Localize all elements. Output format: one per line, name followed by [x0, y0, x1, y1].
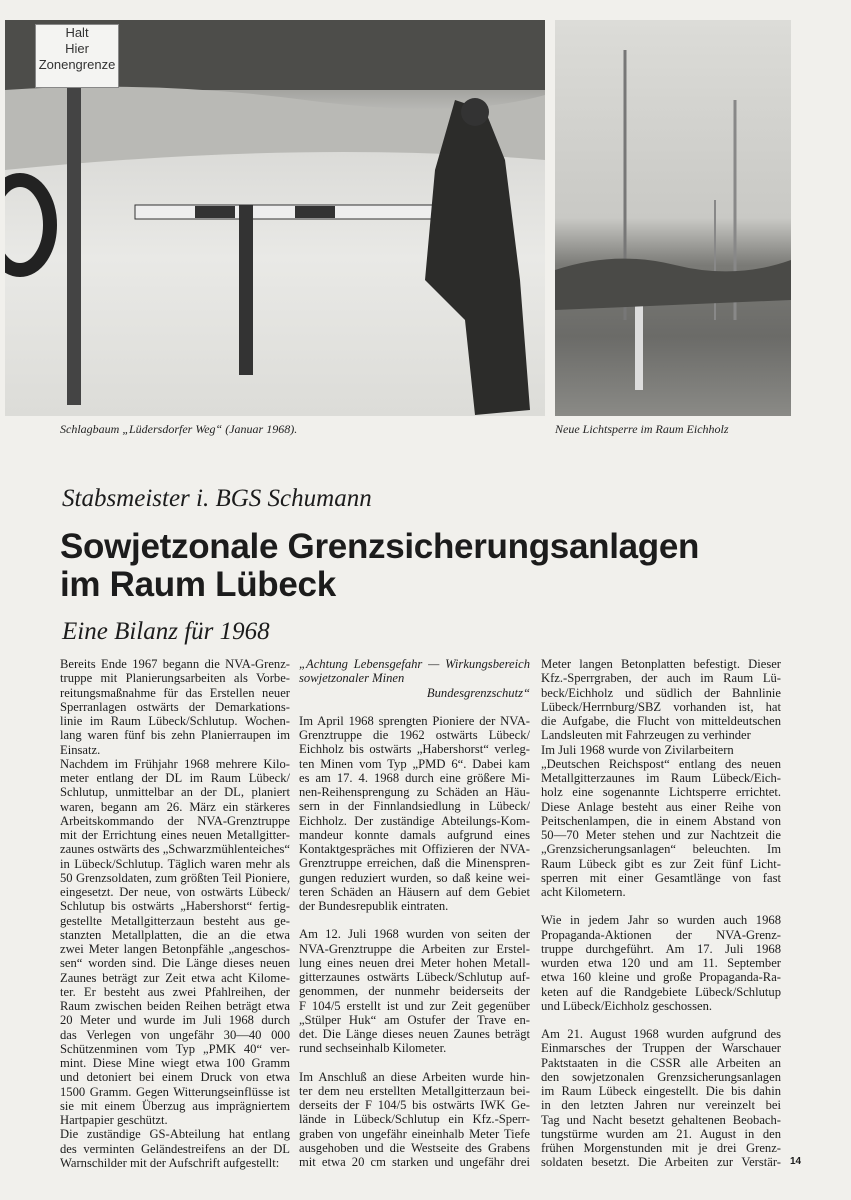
text-column: [541, 657, 781, 1170]
text-line: acht Kilometern.: [541, 885, 626, 899]
text-line: eingesetzt. Der neue, von ostwärts Lübeck/: [60, 885, 290, 899]
text-line: teren Schäden an Häusern auf dem Gebiet: [299, 884, 530, 899]
text-line: „Deutschen Reichspost“ entlang des neuen: [541, 756, 781, 771]
paragraph-gap: [541, 899, 781, 913]
text-line: Arbeitskommando der NVA-Grenztruppe: [60, 813, 290, 828]
sign-line: Hier: [65, 41, 89, 56]
text-line: Grenztruppe erreichen, daß die Minenspren-: [299, 856, 530, 871]
text-line: lang waren fünf bis zehn Planierraupen im: [60, 728, 290, 743]
text-line: sen“ worden sind. Die Länge dieses neuen: [60, 956, 290, 971]
text-line: 50—70 Meter stehen und zur Nachtzeit die: [541, 828, 781, 842]
text-line: sern in der Finnlandsiedlung in Lübeck/: [299, 799, 530, 814]
text-line: zaunes ostwärts des „Schwarzmühlenteiches“: [60, 842, 290, 857]
text-line: mint. Diese Mine wiegt etwa 100 Gramm: [60, 1056, 290, 1070]
text-line: die Aufgabe, die Flucht von mitteldeutschen: [541, 714, 781, 728]
text-line: sowjetzonaler Minen: [299, 671, 405, 686]
text-line: lung eines neuen drei Meter hohen Metall-: [299, 955, 530, 970]
text-line: rund sechseinhalb Kilometer.: [299, 1041, 447, 1056]
text-line: zwei Meter langen Betonpfähle „angeschos-: [60, 942, 290, 956]
text-line: 50 Grenzsoldaten, zum größten Teil Pioniere,: [60, 870, 290, 885]
text-line: ter dem neu erstellten Metallgitterzaun bei-: [299, 1083, 530, 1098]
text-line: Einsatz.: [60, 742, 101, 757]
text-line: in Lübeck/Schlutup. Täglich waren mehr als: [60, 856, 290, 871]
text-line: sperren mit einer Gesamtlänge von fast: [541, 870, 781, 885]
paragraph-gap: [299, 1056, 530, 1070]
text-line: reitungsmaßnahme für das Erstellen neuer: [60, 685, 290, 700]
text-line: truppe mit Planierungsarbeiten als Vorbe-: [60, 671, 290, 686]
text-line: meter entlang der DL im Raum Lübeck/: [60, 771, 290, 785]
text-line: Sperranlagen ostwärts der Demarkations-: [60, 699, 290, 714]
text-line: NVA-Grenztruppe die Arbeiten zur Erstel-: [299, 941, 530, 956]
photo-caption: Schlagbaum „Lüdersdorfer Weg“ (Januar 1968).: [60, 422, 298, 436]
text-line: Schützenminen vom Typ „PMK 40“ ver-: [60, 1041, 290, 1056]
text-line: Kfz.-Sperrgraben, der auch im Raum Lü-: [541, 671, 781, 686]
photo-caption: Neue Lichtsperre im Raum Eichholz: [555, 422, 729, 436]
text-line: der Bundesrepublik eintraten.: [299, 899, 449, 913]
text-line: Raum Lübeck gibt es zur Zeit fünf Licht-: [541, 856, 781, 871]
text-line: Schlutup, unmittelbar an der DL, planiert: [60, 785, 290, 800]
text-line: Nachdem im Frühjahr 1968 mehrere Kilo-: [60, 756, 290, 771]
text-line: ter. Er besteht aus zwei Pfahlreihen, der: [60, 984, 290, 999]
text-line: Kontaktgespräches mit Offizieren der NVA-: [299, 842, 530, 856]
paragraph: [541, 913, 781, 1013]
text-line: 20 Meter und wurde im Juli 1968 durch: [60, 1013, 290, 1028]
text-line: Grenztruppe die 1962 ostwärts Lübeck/: [299, 728, 530, 742]
text-line: „Stülper Huk“ am Ostufer der Trave en-: [299, 1012, 530, 1027]
page-number: 14: [790, 1156, 802, 1167]
zonengrenze-sign: [35, 24, 119, 88]
photo-barrier-luedersdorfer-weg: [5, 20, 545, 416]
text-line: stanzten Metallplatten, die an die etwa: [60, 927, 290, 942]
text-line: ausgehoben und die Westseite des Grabens: [299, 1140, 530, 1155]
text-line: Im Anschluß an diese Arbeiten wurde hin-: [299, 1069, 530, 1084]
text-line: es am 17. 4. 1968 durch eine größere Mi-: [299, 770, 530, 785]
photo-light-barrier-eichholz: [555, 20, 791, 416]
article-subtitle: Eine Bilanz für 1968: [62, 618, 270, 645]
text-line: holz eine sogenannte Lichtsperre errichtet.: [541, 785, 781, 800]
text-line: graben von ungefähr eineinhalb Meter Tiefe: [299, 1126, 530, 1141]
quote-signature: Bundesgrenzschutz“: [426, 685, 530, 700]
text-line: Einmarsches der Truppen der Warschauer: [541, 1041, 781, 1056]
text-line: lände in Lübeck/Schlutup ein Kfz.-Sperr-: [299, 1112, 530, 1127]
text-line: F 104/5 erstellt ist und zur Zeit gegenüber: [299, 998, 530, 1013]
text-line: in den letzten Jahren nur vereinzelt bei: [541, 1098, 781, 1113]
text-line: Propaganda-Aktionen der NVA-Grenz-: [541, 927, 781, 942]
warning-sign-quote: [299, 657, 530, 700]
text-line: sie mit einem Überzug aus imprägniertem: [60, 1098, 290, 1113]
text-line: Diese Anlage besteht aus einer Reihe von: [541, 799, 781, 814]
text-line: tungstürme wurden am 21. August in den: [541, 1126, 781, 1141]
text-line: truppe durchgeführt. Am 17. Juli 1968: [541, 941, 781, 956]
text-line: Raum zwischen beiden Reihen beträgt etwa: [60, 999, 290, 1013]
text-line: derseits der F 104/5 bis ostwärts IWK Ge-: [299, 1098, 530, 1112]
text-line: etwa 160 kleine und große Propaganda-Ra-: [541, 970, 781, 985]
text-line: beck/Eichholz und südlich der Bahnlinie: [541, 685, 781, 700]
text-line: waren, begann am 26. März ein stärkeres: [60, 799, 290, 814]
article-title: [60, 528, 699, 604]
paragraph: [541, 657, 781, 899]
author: Stabsmeister i. BGS Schumann: [62, 485, 372, 512]
text-line: genommen, der nunmehr beiderseits der: [299, 984, 530, 999]
title-line: Sowjetzonale Grenzsicherungsanlagen: [60, 527, 700, 566]
text-line: „Grenzsicherungsanlagen“ beleuchten. Im: [541, 842, 781, 857]
text-line: im Raum Lübeck eingestellt. Die bis dahin: [541, 1084, 781, 1098]
text-line: wurden etwa 120 und am 11. September: [541, 956, 781, 970]
text-line: frühen Morgenstunden mit je drei Grenz-: [541, 1141, 781, 1155]
text-line: und Lübeck/Eichholz geschossen.: [541, 998, 713, 1013]
text-line: linie im Raum Lübeck/Schlutup. Wochen-: [60, 714, 290, 728]
text-column: [299, 657, 530, 1169]
text-line: das Verlegen von ungefähr 30—40 000: [60, 1027, 290, 1042]
text-line: Peitschenlampen, die in einem Abstand von: [541, 813, 781, 828]
paragraph: [299, 1070, 530, 1170]
text-line: Im April 1968 sprengten Pioniere der NVA-: [299, 713, 530, 728]
text-line: Am 21. August 1968 wurden aufgrund des: [541, 1027, 781, 1041]
text-line: det. Die Länge dieses neuen Zaunes beträgt: [299, 1027, 530, 1041]
text-line: mit etwa 20 cm starken und ungefähr drei: [299, 1155, 530, 1169]
sign-line: Zonengrenze: [38, 57, 116, 72]
paragraph-gap: [299, 700, 530, 714]
text-column: [60, 657, 290, 1170]
text-line: „Achtung Lebensgefahr — Wirkungsbereich: [299, 657, 530, 671]
text-line: Paktstaaten in die CSSR alle Arbeiten an: [541, 1055, 781, 1070]
text-line: mit der Errichtung eines neuen Metallgitter-: [60, 828, 290, 842]
text-line: Eichholz bis ostwärts „Habershorst“ verleg-: [299, 742, 530, 757]
text-line: Landsleuten mit Fahrzeugen zu verhinder: [541, 728, 751, 743]
sign-line: Halt: [65, 25, 89, 40]
paragraph-gap: [299, 913, 530, 927]
text-line: Bereits Ende 1967 begann die NVA-Grenz-: [60, 657, 290, 671]
paragraph: [541, 1027, 781, 1170]
text-line: gungen reduziert wurden, so daß keine wei-: [299, 870, 530, 885]
paragraph-gap: [541, 1013, 781, 1027]
text-line: mandeur konnte damals aufgrund eines: [299, 827, 530, 842]
text-line: Schlutup bis ostwärts „Habershorst“ fertig-: [60, 899, 290, 914]
text-line: Eichholz. Der zuständige Abteilungs-Kom-: [299, 813, 530, 828]
text-line: Meter langen Betonplatten befestigt. Dieser: [541, 657, 781, 671]
paragraph: [60, 757, 290, 1128]
text-line: keten auf die Randgebiete Lübeck/Schlutup: [541, 984, 781, 999]
text-line: Warnschilder mit der Aufschrift aufgestellt:: [60, 1155, 280, 1170]
text-line: nen-Reihensprengung zu Schäden an Häu-: [299, 785, 530, 799]
text-line: ten Minen vom Typ „PMD 6“. Dabei kam: [299, 756, 530, 771]
light-barrier-photo-illustration: [555, 20, 791, 416]
text-line: den sowjetzonalen Grenzsicherungsanlagen: [541, 1069, 781, 1084]
paragraph: [60, 1127, 290, 1170]
text-line: Hartpapier geschützt.: [60, 1113, 168, 1127]
title-line: im Raum Lübeck: [60, 565, 336, 604]
text-line: 1500 Gramm. Gegen Witterungseinflüsse ist: [60, 1084, 290, 1099]
text-line: Im Juli 1968 wurde von Zivilarbeitern: [541, 742, 734, 757]
text-line: des verminten Geländestreifens an der DL: [60, 1141, 290, 1156]
text-line: gestellte Metallgitterzaun besteht aus ge-: [60, 913, 290, 928]
text-line: und detoniert bei einem Druck von etwa: [60, 1070, 290, 1085]
text-line: Die zuständige GS-Abteilung hat entlang: [60, 1127, 290, 1142]
text-line: soldaten besetzt. Die Arbeiten zur Verstär-: [541, 1155, 781, 1170]
text-line: Wie in jedem Jahr so wurden auch 1968: [541, 913, 781, 928]
paragraph: [299, 927, 530, 1055]
text-line: Lübeck/Herrnburg/SBZ vorhanden ist, hat: [541, 699, 781, 714]
text-line: Metallgitterzaunes im Raum Lübeck/Eich-: [541, 771, 781, 785]
text-line: Tag und Nacht besetzt gehaltenen Beobach-: [541, 1112, 781, 1127]
text-line: Zaunes beträgt zur Zeit etwa acht Kilome-: [60, 970, 290, 985]
paragraph: [60, 657, 290, 757]
text-line: gitterzaunes ostwärts Lübeck/Schlutup auf-: [299, 970, 530, 984]
paragraph: [299, 714, 530, 914]
text-line: Am 12. Juli 1968 wurden von seiten der: [299, 927, 530, 942]
